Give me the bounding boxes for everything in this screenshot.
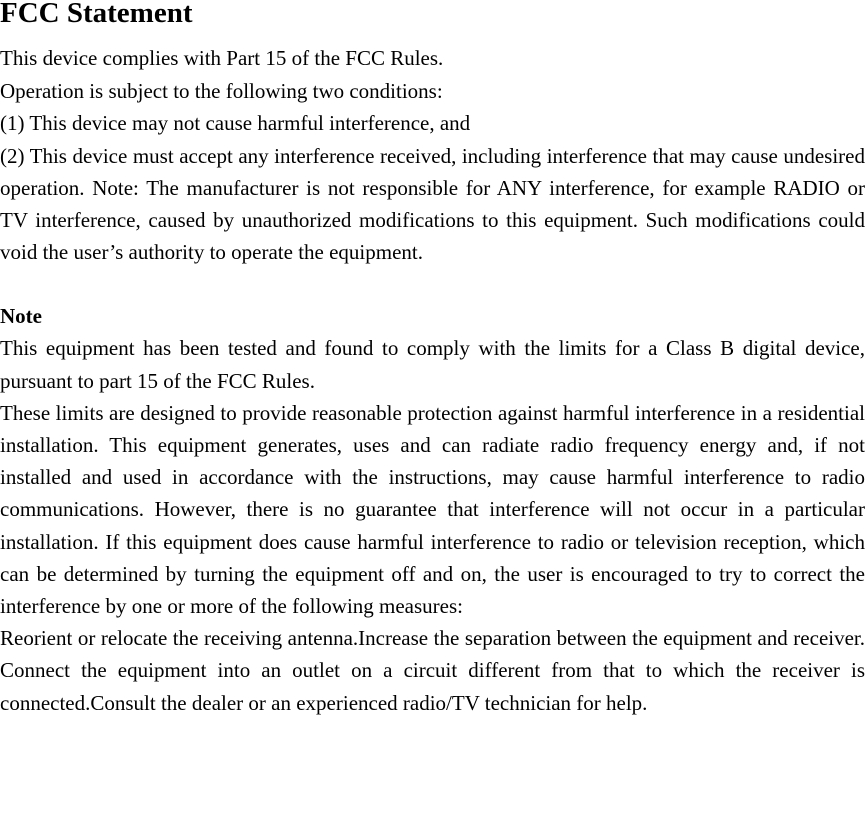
note-paragraph-3: Reorient or relocate the receiving antenna.Increase the separation between the equipment and receiver. Connect the equipment into an outlet on a circuit different from that to which the receiver is connected.Consult the dealer or an experienced radio/TV technician for help. (0, 626, 865, 715)
statement-line-3: (1) This device may not cause harmful interference, and (0, 111, 471, 135)
section-spacer (0, 268, 865, 300)
statement-line-1: This device complies with Part 15 of the FCC Rules. (0, 46, 444, 70)
note-paragraph-1: This equipment has been tested and found to comply with the limits for a Class B digital device, pursuant to part 15 of the FCC Rules. (0, 336, 865, 393)
note-heading: Note (0, 304, 42, 329)
condition-2-paragraph: (2) This device must accept any interference received, including interference that may cause undesired operation. Note: The manufacturer is not responsible for ANY interference, for example RADIO or TV interference, caused by unauthorized modifications to this equipment. Such modifications could void the user’s authority to operate the equipment. (0, 143, 865, 265)
page-title: FCC Statement (0, 0, 193, 29)
note-paragraph-2: These limits are designed to provide reasonable protection against harmful interference in a residential installation. This equipment generates, uses and can radiate radio frequency energy and, if not installed and used in accordance with the instructions, may cause harmful interference to radio communications. However, there is no guarantee that interference will not occur in a particular installation. If this equipment does cause harmful interference to radio or television reception, which can be determined by turning the equipment off and on, the user is encouraged to try to correct the interference by one or more of the following measures: (0, 400, 865, 618)
statement-line-2: Operation is subject to the following two conditions: (0, 78, 443, 103)
